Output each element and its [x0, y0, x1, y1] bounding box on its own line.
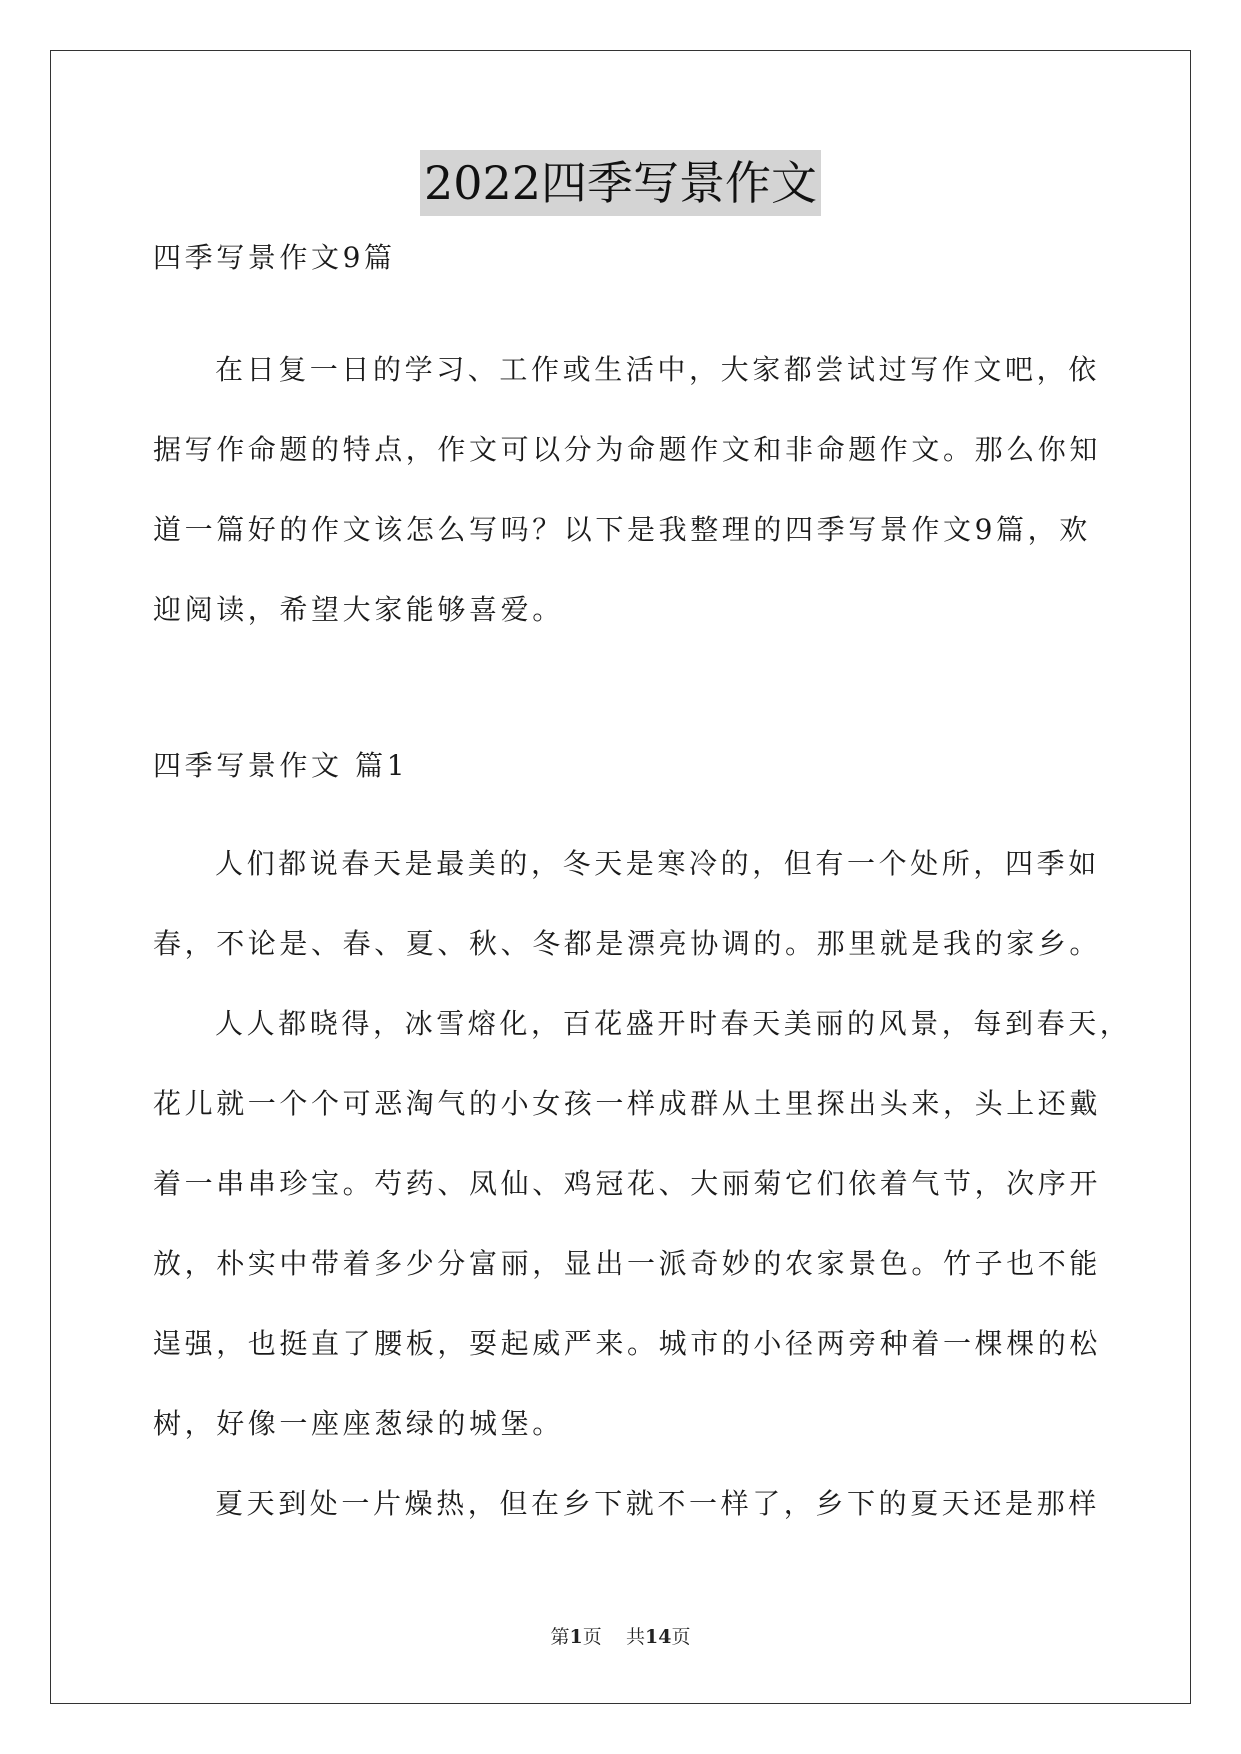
body-line: 着一串串珍宝。芍药、凤仙、鸡冠花、大丽菊它们依着气节，次序开: [153, 1167, 1102, 1200]
page-prefix: 第: [550, 1626, 570, 1648]
body-line: 人们都说春天是最美的，冬天是寒冷的，但有一个处所，四季如: [215, 847, 1100, 880]
body-line: 树，好像一座座葱绿的城堡。: [153, 1407, 564, 1440]
body-line: 逞强，也挺直了腰板，耍起威严来。城市的小径两旁种着一棵棵的松: [153, 1327, 1102, 1360]
body-line: 夏天到处一片燥热，但在乡下就不一样了，乡下的夏天还是那样: [215, 1487, 1100, 1520]
body-line: 人人都晓得，冰雪熔化，百花盛开时春天美丽的风景，每到春天，: [215, 1007, 1132, 1040]
total-prefix: 共: [625, 1626, 645, 1648]
body-line: 花儿就一个个可恶淘气的小女孩一样成群从土里探出头来，头上还戴: [153, 1087, 1102, 1120]
body-line: 春，不论是、春、夏、秋、冬都是漂亮协调的。那里就是我的家乡。: [153, 927, 1102, 960]
total-suffix: 页: [671, 1626, 691, 1648]
page-footer: [0, 1624, 1241, 1650]
intro-line: 在日复一日的学习、工作或生活中，大家都尝试过写作文吧，依: [215, 353, 1100, 386]
intro-line: 迎阅读，希望大家能够喜爱。: [153, 593, 564, 626]
document-title: 2022四季写景作文: [420, 150, 821, 216]
page-number: 1: [569, 1626, 583, 1648]
intro-line: 道一篇好的作文该怎么写吗？以下是我整理的四季写景作文9篇，欢: [153, 513, 1091, 546]
title-container: [0, 150, 1241, 216]
body-line: 放，朴实中带着多少分富丽，显出一派奇妙的农家景色。竹子也不能: [153, 1247, 1102, 1280]
page-suffix: 页: [582, 1626, 602, 1648]
total-pages: 14: [644, 1626, 672, 1648]
intro-line: 据写作命题的特点，作文可以分为命题作文和非命题作文。那么你知: [153, 433, 1102, 466]
document-subtitle: 四季写景作文9篇: [153, 241, 396, 274]
section-heading: 四季写景作文 篇1: [153, 749, 409, 782]
